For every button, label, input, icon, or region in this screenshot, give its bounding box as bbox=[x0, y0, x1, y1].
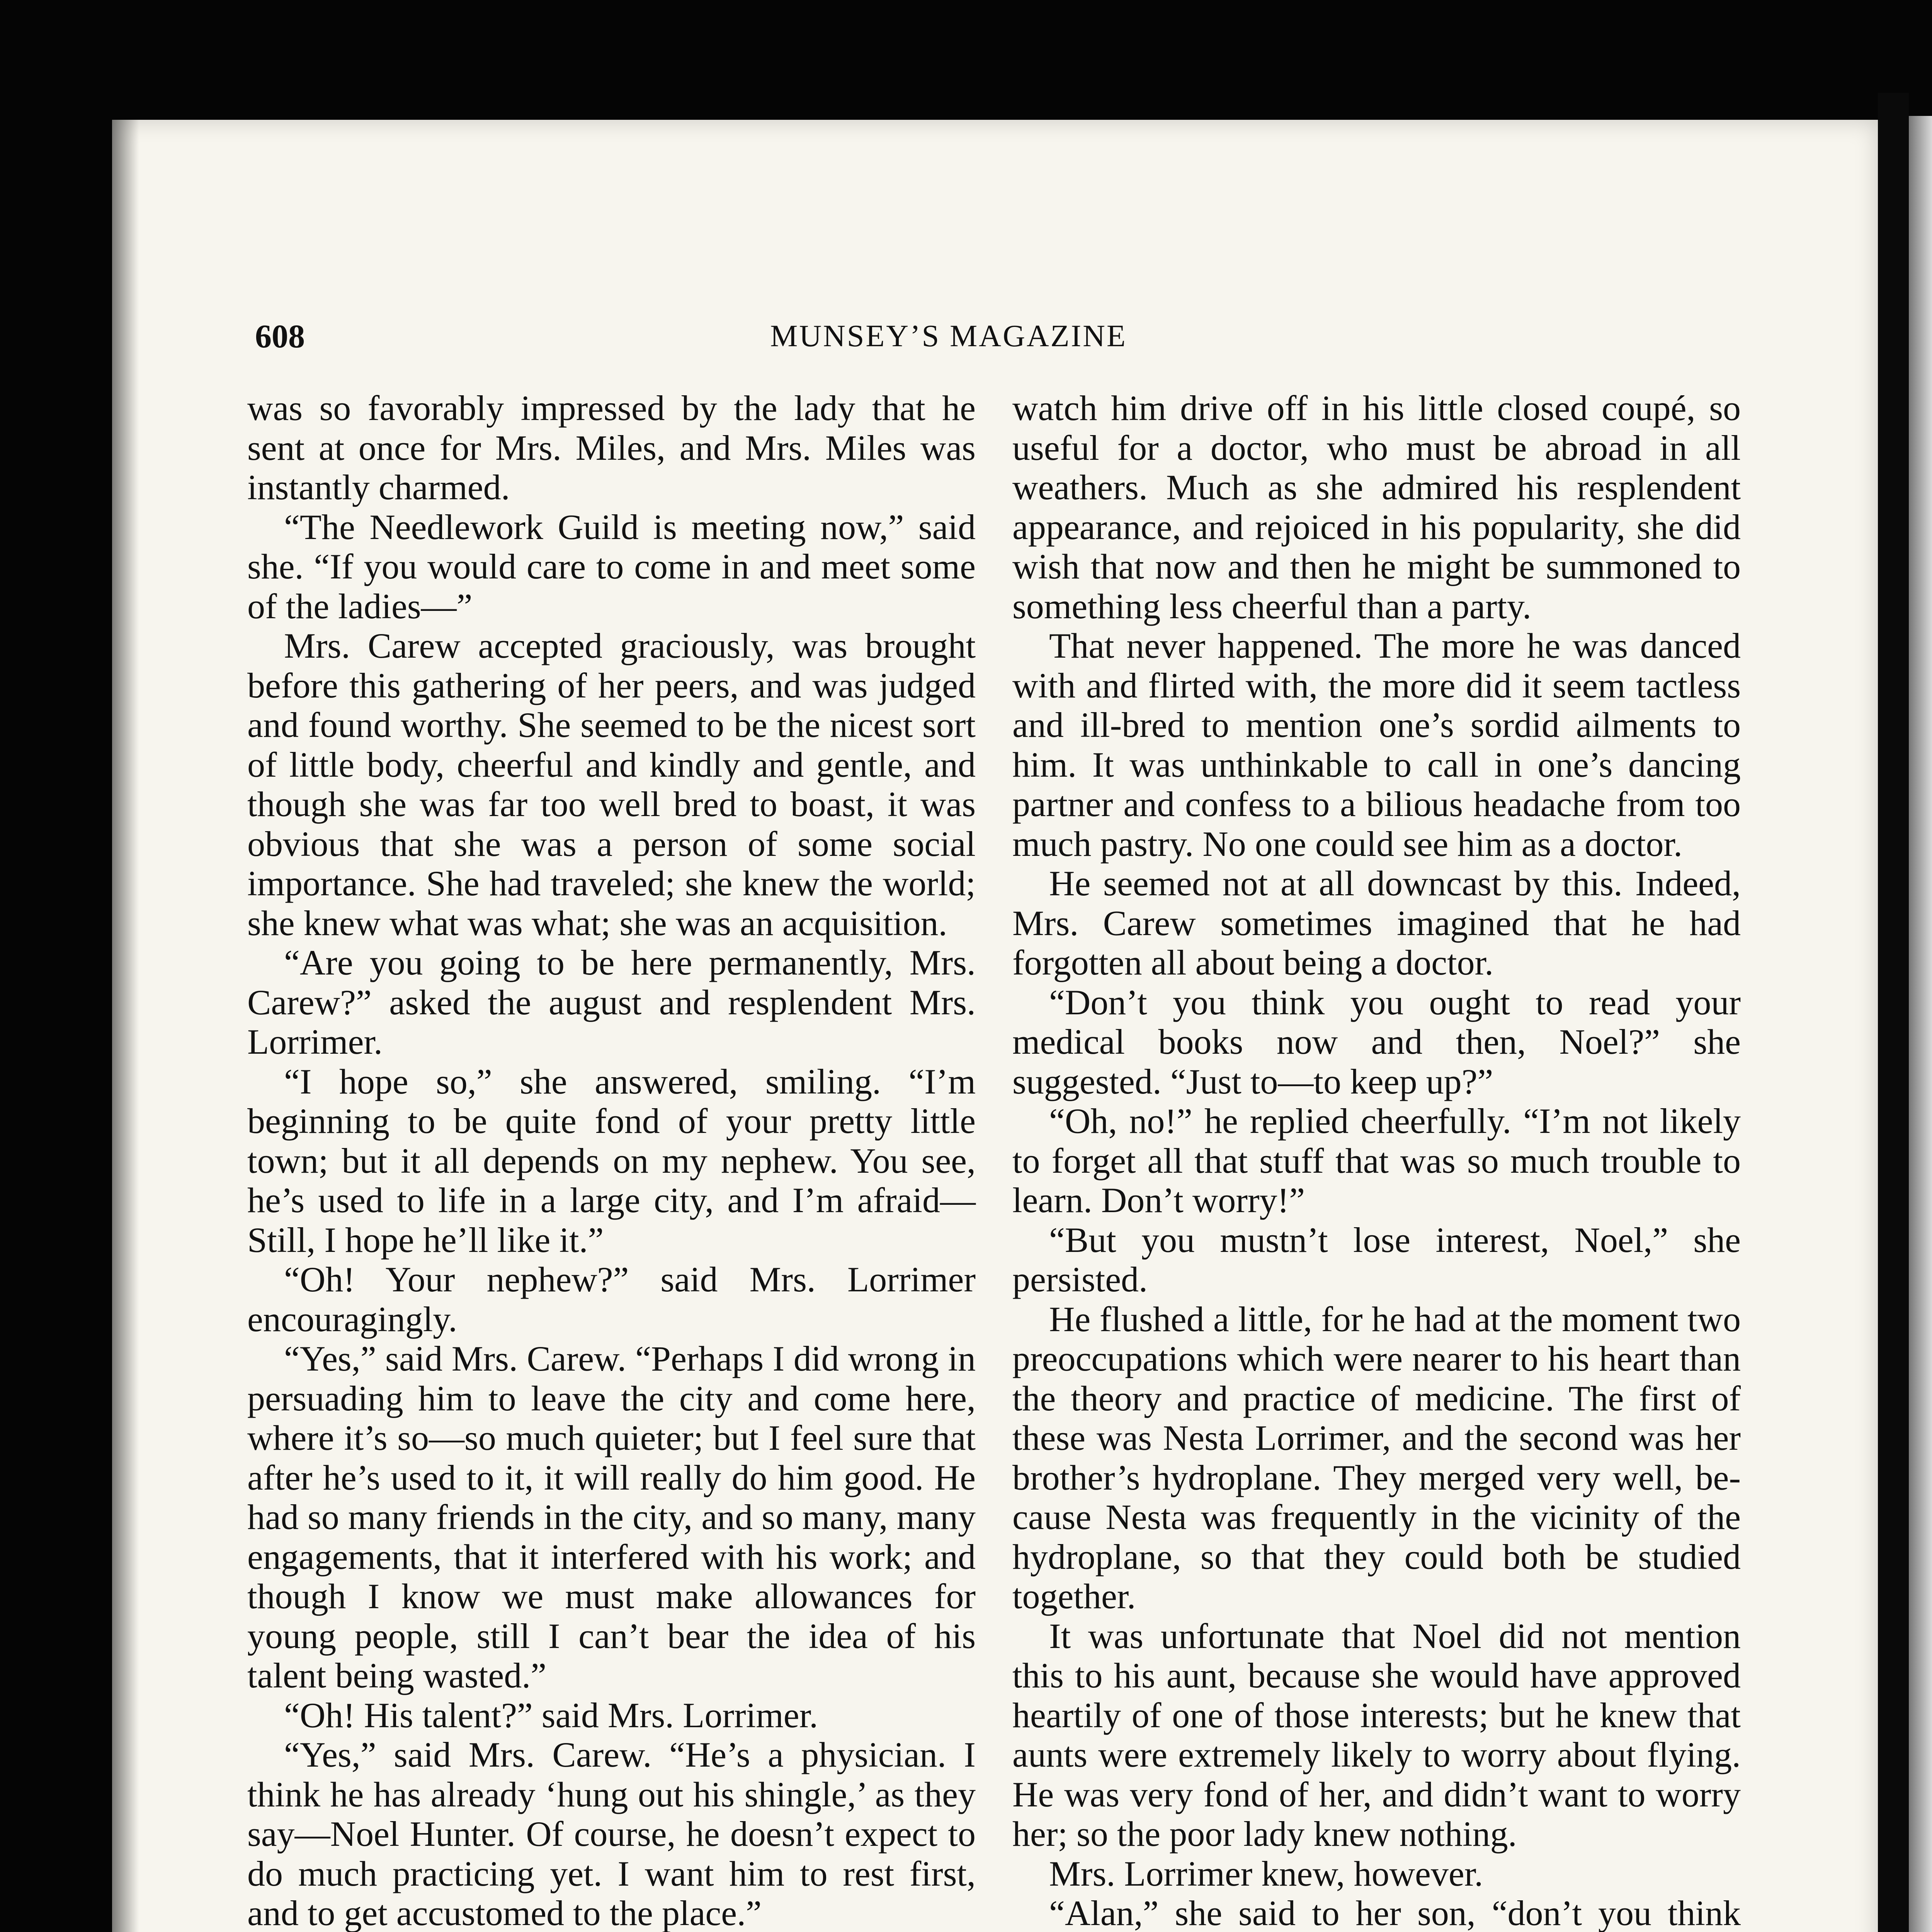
paragraph: “Yes,” said Mrs. Carew. “He’s a physician. I think he has already ‘hung out his shingle,’ as they say—Noel Hunter. Of course, he doesn’t expect to do much practicing yet. I want him to rest first, and to get accustomed to the place.” bbox=[247, 1735, 976, 1932]
paragraph: “Yes,” said Mrs. Carew. “Perhaps I did wrong in persuading him to leave the city and come here, where it’s so—so much quieter; but I feel sure that after he’s used to it, it will really do him good. He had so many friends in the city, and so many, many engagements, that it interfered with his work; and though I know we must make allowances for young people, still I can’t bear the idea of his talent being wasted.” bbox=[247, 1339, 976, 1695]
paragraph: He flushed a little, for he had at the moment two preoccupations which were nearer to his heart than the theory and practice of medicine. The first of these was Nesta Lorrimer, and the second was her brother’s hydroplane. They merged very well, because Nesta was frequently in the vicinity of the hydroplane, so that they could both be studied together. bbox=[1012, 1299, 1741, 1616]
paragraph: “But you mustn’t lose interest, Noel,” she persisted. bbox=[1012, 1220, 1741, 1299]
text-column-right bbox=[1012, 388, 1741, 1932]
paragraph: “Oh! His talent?” said Mrs. Lorrimer. bbox=[284, 1695, 818, 1735]
paragraph: Mrs. Carew accepted graciously, was brought before this gathering of her peers, and was judged and found worthy. She seemed to be the nicest sort of little body, cheerful and kindly and gentle, and though she was far too well bred to boast, it was obvious that she was a person of some social importance. She had traveled; she knew the world; she knew what was what; she was an acquisition. bbox=[247, 626, 976, 943]
paragraph: was so favorably impressed by the lady that he sent at once for Mrs. Miles, and Mrs. Miles was instantly charmed. bbox=[247, 388, 976, 507]
running-header bbox=[255, 309, 1642, 363]
page-gutter-shadow bbox=[112, 120, 139, 1932]
paragraph: “Don’t you think you ought to read your medical books now and then, Noel?” she suggested. “Just to—to keep up?” bbox=[1012, 982, 1741, 1101]
paragraph: “The Needlework Guild is meeting now,” said she. “If you would care to come in and meet some of the ladies—” bbox=[247, 507, 976, 626]
paragraph: “Are you going to be here permanently, Mrs. Carew?” asked the august and resplendent Mrs. Lorrimer. bbox=[247, 943, 976, 1061]
page-number: 608 bbox=[255, 318, 305, 355]
paragraph: It was unfortunate that Noel did not mention this to his aunt, because she would have approved heartily of one of those interests; but he knew that aunts were extremely likely to worry about flying. He was very fond of her, and didn’t want to worry her; so the poor lady knew nothing. bbox=[1012, 1616, 1741, 1854]
journal-title: MUNSEY’S MAGAZINE bbox=[770, 319, 1127, 353]
paragraph: He seemed not at all downcast by this. Indeed, Mrs. Carew sometimes imagined that he had forgotten all about being a doctor. bbox=[1012, 864, 1741, 982]
paragraph: “Alan,” she said to her son, “don’t you think bbox=[1049, 1893, 1741, 1932]
paragraph: “Oh, no!” he replied cheerfully. “I’m not likely to forget all that stuff that was so much trouble to learn. Don’t worry!” bbox=[1012, 1101, 1741, 1220]
paragraph: “I hope so,” she answered, smiling. “I’m beginning to be quite fond of your pretty little town; but it all depends on my nephew. You see, he’s used to life in a large city, and I’m afraid— Still, I hope he’ll like it.” bbox=[247, 1061, 976, 1260]
text-column-left bbox=[247, 388, 976, 1932]
adjacent-page-edge bbox=[1909, 116, 1932, 1932]
binding-gap bbox=[1878, 93, 1909, 1932]
paragraph: watch him drive off in his little closed coupé, so useful for a doctor, who must be abroad in all weathers. Much as she admired his resplendent appearance, and rejoiced in his popularity, she did wish that now and then he might be summoned to something less cheerful than a party. bbox=[1012, 388, 1741, 626]
paragraph: That never happened. The more he was danced with and flirted with, the more did it seem tactless and ill-bred to mention one’s sordid ailments to him. It was unthinkable to call in one’s dancing partner and confess to a bilious headache from too much pastry. No one could see him as a doctor. bbox=[1012, 626, 1741, 864]
paragraph: Mrs. Lorrimer knew, however. bbox=[1049, 1854, 1483, 1893]
paragraph: “Oh! Your nephew?” said Mrs. Lorrimer encouragingly. bbox=[247, 1260, 976, 1339]
